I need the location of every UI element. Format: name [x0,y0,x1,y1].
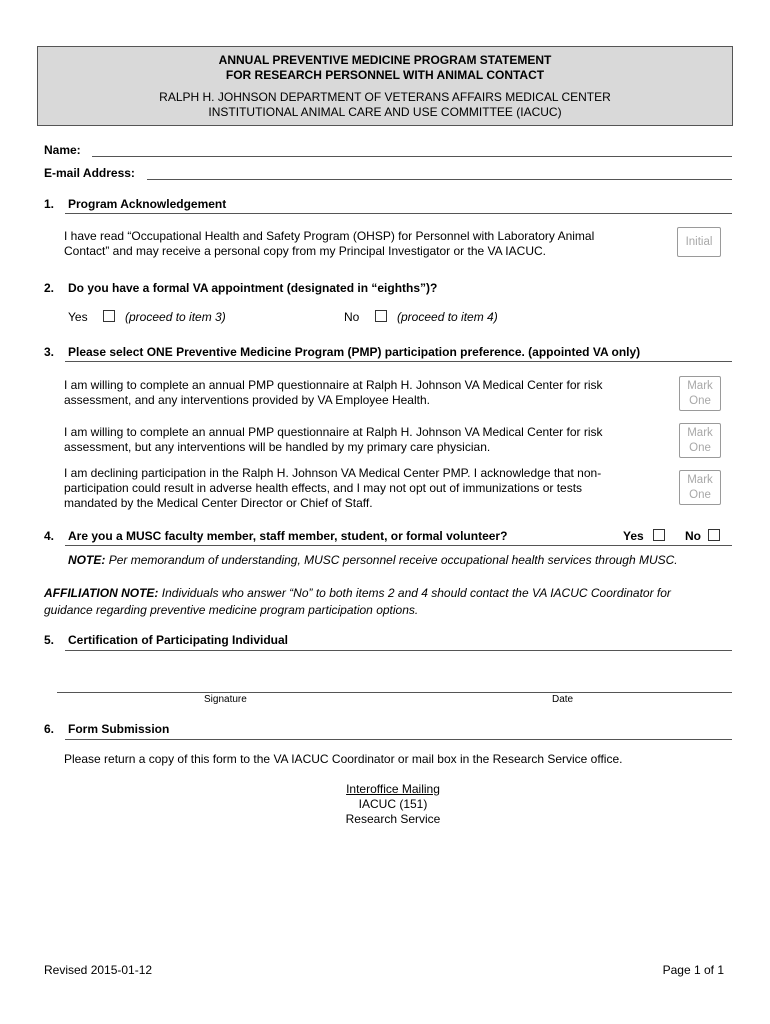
section-3-divider [65,361,732,362]
signature-label: Signature [204,694,247,705]
email-field[interactable] [147,179,732,180]
submission-instruction: Please return a copy of this form to the VA IACUC Coordinator or mail box in the Research Service office. [64,752,623,766]
section-1-title: Program Acknowledgement [68,197,227,211]
signature-date-line[interactable] [57,692,732,693]
musc-no-label: No [685,529,701,543]
pmp-option-3-mark-field[interactable] [679,470,721,505]
pmp-option-2-mark-placeholder-1: Mark [687,427,713,439]
section-1-text-line-1: I have read “Occupational Health and Safety Program (OHSP) for Personnel with Laboratory Animal [64,229,595,243]
pmp-option-1-text [64,378,664,408]
section-5-divider [65,650,732,651]
pmp-option-3-line-3: mandated by the Medical Center Director or Chief of Staff. [64,496,373,510]
pmp-option-2-line-1: I am willing to complete an annual PMP questionnaire at Ralph H. Johnson VA Medical Center for risk [64,425,603,439]
pmp-option-1-mark-placeholder-1: Mark [687,380,713,392]
mailing-address-line-2: IACUC (151) [358,797,428,811]
musc-yes-checkbox[interactable] [653,529,665,541]
appointment-yes-label: Yes [68,310,88,324]
pmp-option-2-line-2: assessment, but any interventions will be handled by my primary care physician. [64,440,491,454]
form-header [37,46,733,126]
appointment-yes-note: (proceed to item 3) [125,310,226,324]
pmp-option-2-text [64,425,664,455]
affiliation-note-label: AFFILIATION NOTE: [44,586,159,600]
initial-field[interactable] [677,227,721,257]
musc-no-checkbox[interactable] [708,529,720,541]
mailing-address-line-1: Interoffice Mailing [346,782,440,796]
section-2-title: Do you have a formal VA appointment (designated in “eighths”)? [68,281,438,295]
pmp-option-1-line-2: assessment, and any interventions provided by VA Employee Health. [64,393,430,407]
form-title-line-1: ANNUAL PREVENTIVE MEDICINE PROGRAM STATEMENT [218,53,552,67]
musc-note-text: Per memorandum of understanding, MUSC personnel receive occupational health services through MUSC. [108,553,678,567]
section-4-title: Are you a MUSC faculty member, staff member, student, or formal volunteer? [68,529,508,543]
section-4-divider [65,545,732,546]
section-5-number: 5. [44,633,55,647]
pmp-option-1-mark-field[interactable] [679,376,721,411]
page-number: Page 1 of 1 [662,963,724,977]
pmp-option-3-line-1: I am declining participation in the Ralph H. Johnson VA Medical Center PMP. I acknowledge that non- [64,466,602,480]
appointment-yes-checkbox[interactable] [103,310,115,322]
pmp-option-3-text [64,466,664,511]
date-label: Date [552,694,574,705]
appointment-no-checkbox[interactable] [375,310,387,322]
affiliation-note [44,585,734,619]
section-1-number: 1. [44,197,55,211]
revised-date: Revised 2015-01-12 [44,963,153,977]
pmp-option-3-line-2: participation could result in adverse health effects, and I may not opt out of immunizations or tests [64,481,583,495]
pmp-option-2-mark-field[interactable] [679,423,721,458]
pmp-option-2-mark-placeholder-2: One [689,442,711,454]
pmp-option-1-mark-placeholder-2: One [689,395,711,407]
section-1-text [64,229,664,259]
mailing-address-line-3: Research Service [345,812,441,826]
name-field[interactable] [92,156,732,157]
email-label: E-mail Address: [44,166,135,180]
appointment-no-label: No [344,310,360,324]
mailing-address [293,782,493,827]
section-3-number: 3. [44,345,55,359]
section-3-title: Please select ONE Preventive Medicine Program (PMP) participation preference. (appointed VA only) [68,345,641,359]
section-5-title: Certification of Participating Individual [68,633,289,647]
musc-note-label: NOTE: [68,553,106,567]
pmp-option-1-line-1: I am willing to complete an annual PMP questionnaire at Ralph H. Johnson VA Medical Center for risk [64,378,603,392]
pmp-option-3-mark-placeholder-1: Mark [687,474,713,486]
section-2-number: 2. [44,281,55,295]
section-6-title: Form Submission [68,722,170,736]
section-1-text-line-2: Contact” and may receive a personal copy from my Principal Investigator or the VA IACUC. [64,244,546,258]
pmp-option-3-mark-placeholder-2: One [689,489,711,501]
section-6-divider [65,739,732,740]
organization-line-2: INSTITUTIONAL ANIMAL CARE AND USE COMMITTEE (IACUC) [208,105,562,119]
initial-placeholder: Initial [685,236,713,248]
name-label: Name: [44,143,81,157]
section-1-divider [65,213,732,214]
appointment-no-note: (proceed to item 4) [397,310,498,324]
organization-line-1: RALPH H. JOHNSON DEPARTMENT OF VETERANS AFFAIRS MEDICAL CENTER [159,90,611,104]
musc-yes-label: Yes [623,529,644,543]
affiliation-note-line-1: Individuals who answer “No” to both items 2 and 4 should contact the VA IACUC Coordinator for [161,586,671,600]
musc-note [68,553,678,567]
affiliation-note-line-2: guidance regarding preventive medicine program participation options. [44,603,419,617]
form-title-line-2: FOR RESEARCH PERSONNEL WITH ANIMAL CONTACT [225,68,545,82]
section-4-number: 4. [44,529,55,543]
section-6-number: 6. [44,722,55,736]
